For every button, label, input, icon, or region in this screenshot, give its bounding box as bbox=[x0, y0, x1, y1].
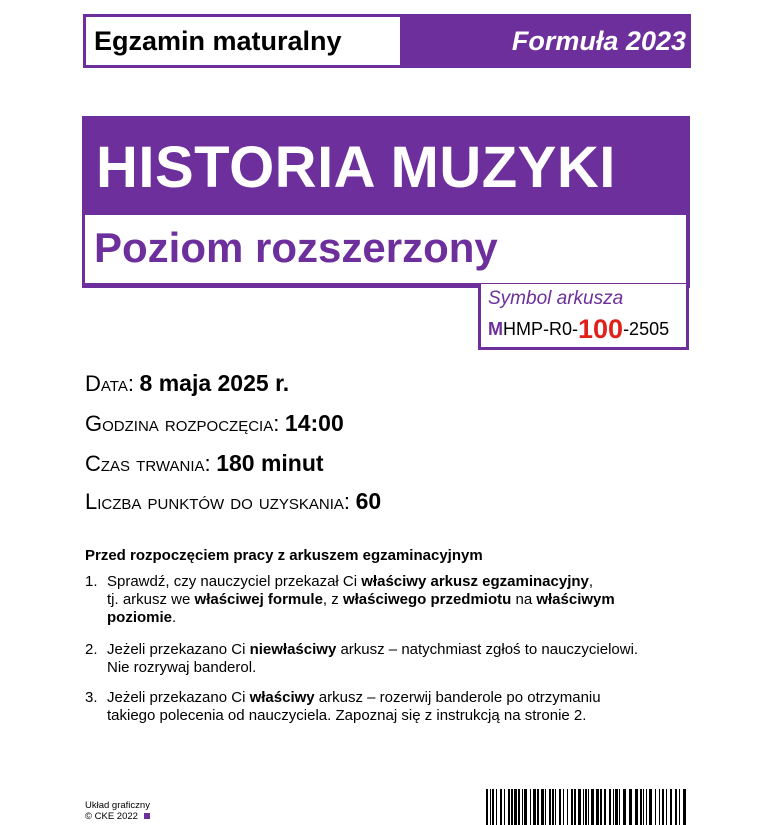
exam-type-label: Egzamin maturalny bbox=[86, 17, 400, 65]
instruction-bold-text: niewłaściwy bbox=[249, 641, 337, 658]
symbol-code-highlight: 100 bbox=[578, 314, 624, 344]
instruction-bold-text: właściwego przedmiotu bbox=[342, 591, 512, 608]
barcode-bar bbox=[549, 789, 551, 825]
barcode-bar bbox=[559, 789, 561, 825]
barcode-bar bbox=[604, 789, 606, 825]
formula-label: Formuła 2023 bbox=[511, 25, 686, 56]
footer-layout-label: Układ graficzny bbox=[85, 800, 150, 811]
instruction-text-run: , z bbox=[322, 591, 343, 608]
instruction-text-run: Sprawdź, czy nauczyciel przekazał Ci bbox=[107, 573, 362, 590]
start-time-label: Godzina rozpoczęcia: bbox=[85, 411, 280, 436]
barcode-bar bbox=[563, 789, 564, 825]
points-value: 60 bbox=[355, 488, 382, 514]
barcode-bar bbox=[514, 789, 517, 825]
instruction-number: 2. bbox=[85, 641, 98, 658]
start-time-line bbox=[85, 410, 344, 437]
instruction-bold-text: poziomie bbox=[107, 609, 173, 626]
barcode-bar bbox=[615, 789, 618, 825]
barcode-bar bbox=[609, 789, 611, 825]
instruction-text-run: Jeżeli przekazano Ci bbox=[107, 641, 250, 658]
instruction-bold-text: właściwy bbox=[249, 689, 315, 706]
duration-line bbox=[85, 450, 324, 477]
symbol-code-suffix: -2505 bbox=[623, 319, 670, 339]
subject-title: HISTORIA MUZYKI bbox=[96, 135, 616, 200]
instruction-text bbox=[107, 641, 697, 677]
instruction-text bbox=[107, 573, 697, 627]
barcode-bar bbox=[490, 789, 491, 825]
instruction-text bbox=[107, 689, 697, 725]
points-label: Liczba punktów do uzyskania: bbox=[85, 489, 351, 514]
barcode-bar bbox=[496, 789, 497, 825]
footer-copyright-text: © CKE 2022 bbox=[85, 811, 138, 822]
barcode-bar bbox=[500, 789, 502, 825]
barcode-bar bbox=[541, 789, 544, 825]
barcode-bar bbox=[486, 789, 488, 825]
start-time-value: 14:00 bbox=[284, 410, 344, 436]
barcode-bar bbox=[567, 789, 568, 825]
instruction-text-run: Jeżeli przekazano Ci bbox=[107, 689, 250, 706]
barcode-bar bbox=[662, 789, 664, 825]
instruction-text-run: arkusz – natychmiast zgłoś to nauczycielowi. bbox=[336, 641, 639, 658]
barcode-bar bbox=[533, 789, 536, 825]
barcode-bar bbox=[679, 789, 680, 825]
instruction-number: 1. bbox=[85, 573, 98, 590]
barcode-bar bbox=[623, 789, 626, 825]
barcode-bar bbox=[629, 789, 632, 825]
barcode-bar bbox=[666, 789, 667, 825]
barcode-bar bbox=[646, 789, 647, 825]
barcode-bar bbox=[574, 789, 576, 825]
symbol-code-letter: M bbox=[488, 319, 503, 339]
barcode-bar bbox=[596, 789, 599, 825]
barcode-bar bbox=[537, 789, 539, 825]
barcode-bar bbox=[588, 789, 589, 825]
barcode-bar bbox=[583, 789, 584, 825]
date-label: Data: bbox=[85, 371, 134, 396]
barcode-bar bbox=[655, 789, 656, 825]
barcode-bar bbox=[649, 789, 652, 825]
barcode-bar bbox=[511, 789, 513, 825]
duration-value: 180 minut bbox=[216, 450, 324, 476]
barcode-bar bbox=[640, 789, 642, 825]
barcode-bar bbox=[683, 789, 686, 825]
barcode-bar bbox=[555, 789, 556, 825]
barcode-bar bbox=[522, 789, 523, 825]
barcode-bar bbox=[530, 789, 531, 825]
instruction-text-run: takiego polecenia od nauczyciela. Zapoznaj się z instrukcją na stronie 2. bbox=[107, 707, 587, 724]
instruction-bold-text: właściwym bbox=[536, 591, 615, 608]
barcode-bar bbox=[600, 789, 602, 825]
date-value: 8 maja 2025 r. bbox=[139, 370, 290, 396]
barcode-bar bbox=[613, 789, 614, 825]
instruction-text-run: arkusz – rozerwij banderole po otrzymaniu bbox=[314, 689, 601, 706]
instruction-text-run: Nie rozrywaj banderol. bbox=[107, 659, 257, 676]
symbol-code bbox=[488, 314, 669, 344]
points-line bbox=[85, 488, 381, 515]
instruction-text-run: tj. arkusz we bbox=[107, 591, 195, 608]
symbol-label: Symbol arkusza bbox=[488, 288, 624, 309]
cke-logo-icon bbox=[144, 813, 150, 819]
barcode-bar bbox=[585, 789, 587, 825]
barcode-bar bbox=[492, 789, 494, 825]
barcode-bar bbox=[518, 789, 520, 825]
barcode-bar bbox=[619, 789, 620, 825]
barcode-bar bbox=[675, 789, 677, 825]
instruction-number: 3. bbox=[85, 689, 98, 706]
footer-copyright bbox=[85, 811, 150, 822]
barcode-bar bbox=[545, 789, 546, 825]
barcode-bar bbox=[552, 789, 554, 825]
barcode-bar bbox=[670, 789, 672, 825]
barcode-bar bbox=[578, 789, 581, 825]
barcode-bar bbox=[571, 789, 573, 825]
barcode-icon bbox=[486, 789, 686, 825]
instructions-heading: Przed rozpoczęciem pracy z arkuszem egzaminacyjnym bbox=[85, 547, 483, 564]
barcode-bar bbox=[524, 789, 527, 825]
barcode-bar bbox=[643, 789, 644, 825]
instruction-text-run: , bbox=[588, 573, 594, 590]
barcode-bar bbox=[504, 789, 505, 825]
instruction-bold-text: właściwej formule bbox=[194, 591, 323, 608]
symbol-code-prefix: HMP-R0- bbox=[503, 319, 578, 339]
level-title: Poziom rozszerzony bbox=[94, 224, 498, 271]
duration-label: Czas trwania: bbox=[85, 451, 211, 476]
date-line bbox=[85, 370, 289, 397]
barcode-bar bbox=[635, 789, 638, 825]
barcode-bar bbox=[591, 789, 594, 825]
instruction-text-run: na bbox=[511, 591, 537, 608]
instruction-text-run: . bbox=[172, 609, 177, 626]
instruction-bold-text: właściwy arkusz egzaminacyjny bbox=[361, 573, 589, 590]
barcode-bar bbox=[659, 789, 660, 825]
barcode-bar bbox=[508, 789, 510, 825]
